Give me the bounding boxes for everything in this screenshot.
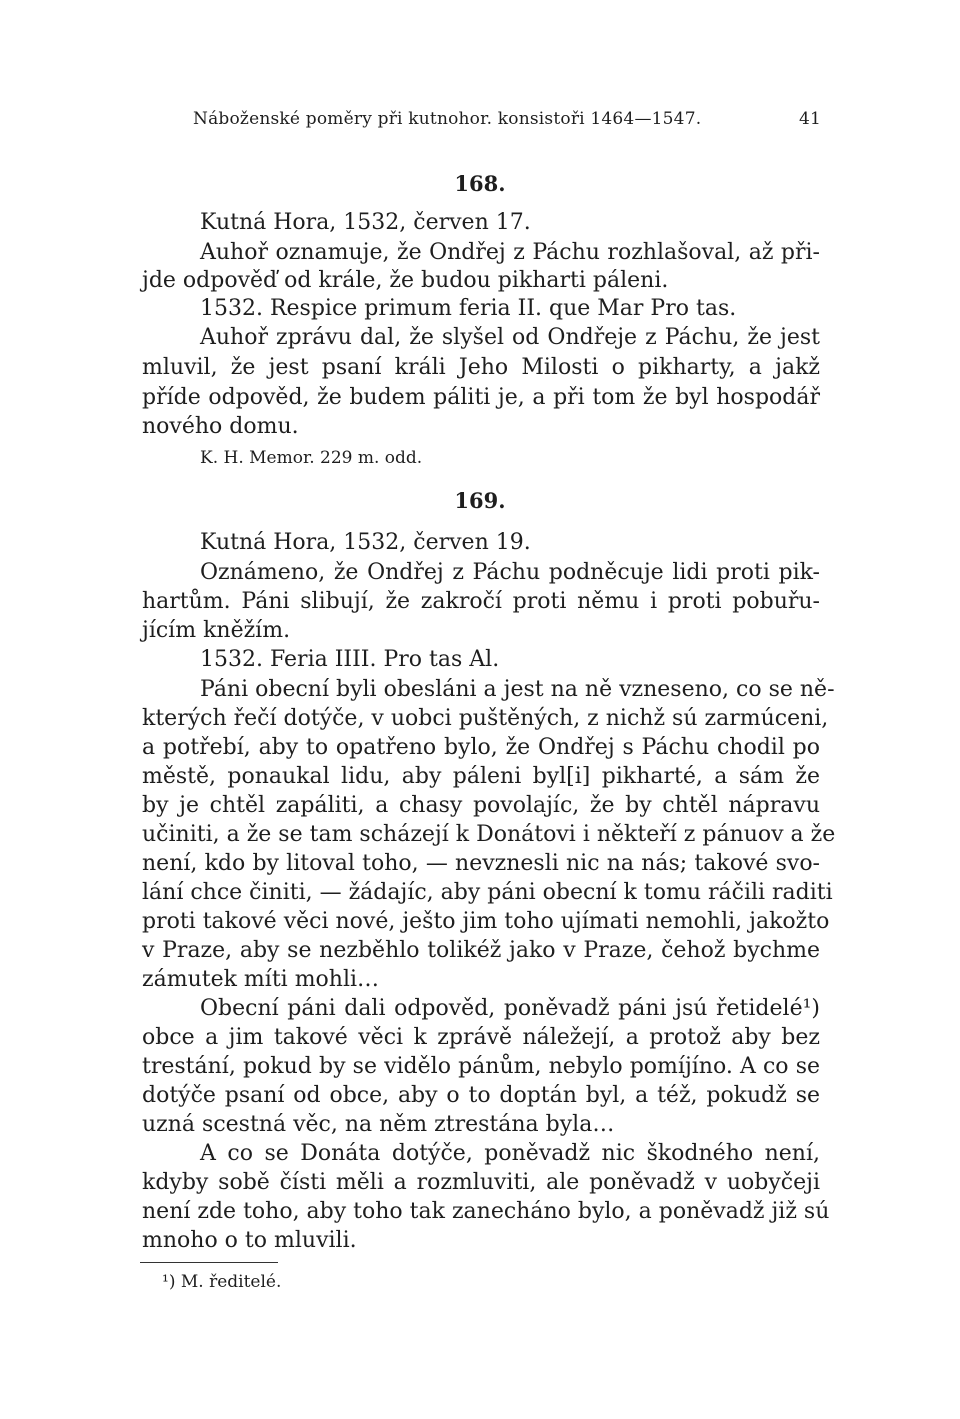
paragraph-line: lání chce činiti, — žádajíc, aby páni obecní k tomu ráčili raditi (142, 880, 833, 905)
page-number: 41 (798, 109, 821, 129)
paragraph-line: městě, ponaukal lidu, aby páleni byl[i] pikharté, a sám že (142, 764, 820, 789)
document-heading-line: 1532. Respice primum feria II. que Mar Pro tas. (200, 296, 737, 321)
document-summary-line: jícím kněžím. (142, 618, 291, 643)
paragraph-line: a potřebí, aby to opatřeno bylo, že Ondřej s Páchu chodil po (142, 735, 820, 760)
running-head (193, 108, 823, 130)
paragraph-line: uzná scestná věc, na něm ztrestána byla… (142, 1112, 615, 1137)
paragraph-line: v Praze, aby se nezběhlo tolikéž jako v Praze, čehož bychme (142, 938, 820, 963)
document-date-line: Kutná Hora, 1532, červen 19. (200, 530, 531, 555)
paragraph-line: Páni obecní byli obesláni a jest na ně vzneseno, co se ně- (200, 677, 835, 702)
paragraph-line: by je chtěl zapáliti, a chasy povolajíc, že by chtěl nápravu (142, 793, 820, 818)
footnote-divider (140, 1262, 278, 1263)
paragraph-line: není, kdo by litoval toho, — nevznesli nic na nás; takové svo- (142, 851, 820, 876)
paragraph-line: Obecní páni dali odpověd, poněvadž páni jsú řetidelé¹) (200, 996, 820, 1021)
paragraph-line: příde odpověd, že budem páliti je, a při tom že byl hospodář (142, 385, 820, 410)
footnote: ¹) M. ředitelé. (162, 1272, 282, 1292)
paragraph-line: zámutek míti mohli… (142, 967, 380, 992)
document-summary-line: Oznámeno, že Ondřej z Páchu podněcuje lidi proti pik- (200, 560, 820, 585)
paragraph-line: nového domu. (142, 414, 299, 439)
paragraph-line: proti takové věci nové, ješto jim toho ujímati nemohli, jakožto (142, 909, 830, 934)
document-number: 168. (454, 171, 506, 196)
paragraph-line: mnoho o to mluvili. (142, 1228, 357, 1253)
paragraph-line: kterých řečí dotýče, v uobci puštěných, z nichž sú zarmúceni, (142, 706, 829, 731)
paragraph-line: není zde toho, aby toho tak zanecháno bylo, a poněvadž již sú (142, 1199, 830, 1224)
paragraph-line: dotýče psaní od obce, aby o to doptán byl, a též, pokudž se (142, 1083, 820, 1108)
document-number: 169. (454, 488, 506, 513)
document-summary-line: jde odpověď od krále, že budou pikharti páleni. (142, 268, 669, 293)
paragraph-line: učiniti, a že se tam scházejí k Donátovi i někteří z pánuov a že (142, 822, 836, 847)
document-summary-line: hartům. Páni slibují, že zakročí proti němu i proti pobuřu- (142, 589, 820, 614)
source-citation: K. H. Memor. 229 m. odd. (200, 448, 423, 468)
running-head-title: Náboženské poměry při kutnohor. konsistoři 1464—1547. (193, 109, 702, 129)
paragraph-line: trestání, pokud by se vidělo pánům, nebylo pomíjíno. A co se (142, 1054, 820, 1079)
document-date-line: Kutná Hora, 1532, červen 17. (200, 210, 531, 235)
paragraph-line: A co se Donáta dotýče, poněvadž nic škodného není, (200, 1141, 820, 1166)
document-heading-line: 1532. Feria IIII. Pro tas Al. (200, 647, 500, 672)
paragraph-line: Auhoř zprávu dal, že slyšel od Ondřeje z Páchu, že jest (200, 325, 820, 350)
document-summary-line: Auhoř oznamuje, že Ondřej z Páchu rozhlašoval, až při- (200, 240, 820, 265)
paragraph-line: mluvil, že jest psaní králi Jeho Milosti o pikharty, a jakž (142, 355, 820, 380)
paragraph-line: obce a jim takové věci k zprávě náležejí, a protož aby bez (142, 1025, 820, 1050)
paragraph-line: kdyby sobě čísti měli a rozmluviti, ale poněvadž v uobyčeji (142, 1170, 820, 1195)
